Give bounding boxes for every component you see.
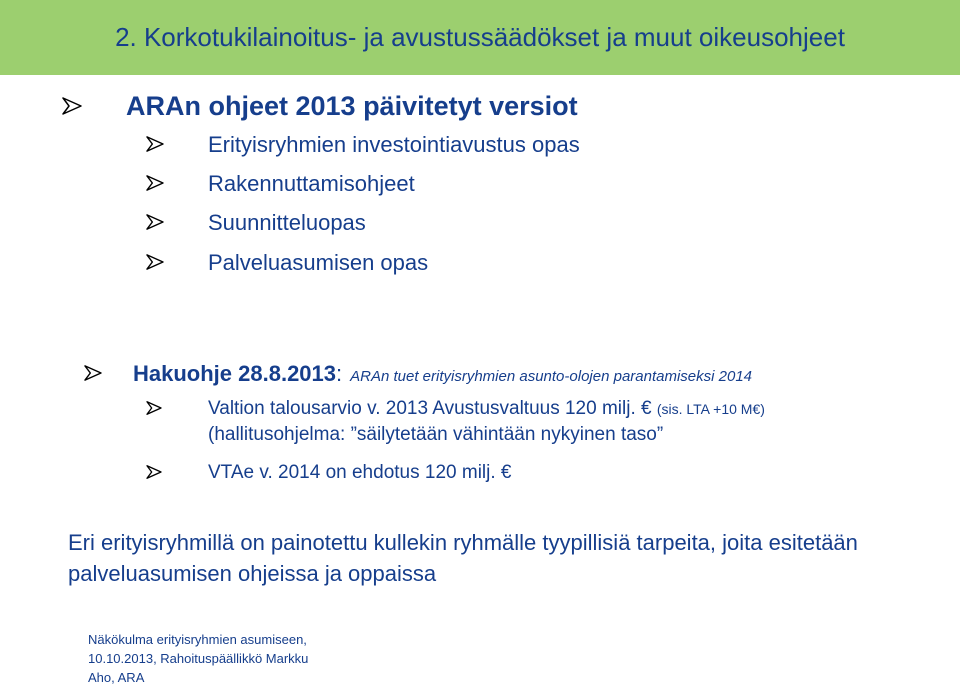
arrow-bullet-icon [146, 214, 168, 232]
budget-line-2: (hallitusohjelma: ”säilytetään vähintään nykyinen taso” [208, 424, 664, 445]
title-bar [0, 0, 960, 75]
arrow-bullet-icon [146, 136, 168, 154]
ohje-item: Suunnitteluopas [208, 210, 366, 235]
hakuohje-separator: : [336, 361, 343, 386]
hakuohje-line [133, 360, 752, 391]
list-item [146, 170, 415, 198]
ohje-item: Palveluasumisen opas [208, 250, 429, 275]
ohjeet-heading: ARAn ohjeet 2013 päivitetyt versiot [126, 91, 578, 121]
arrow-bullet-icon [146, 401, 168, 419]
bullet-hakuohje [84, 360, 752, 391]
lead-text: Eri erityisryhmillä on painotettu kullekin ryhmälle tyypillisiä tarpeita, joita esitetään palveluasumisen ohjeissa ja oppaissa [68, 530, 858, 586]
budget-note: (sis. LTA +10 M€) [656, 401, 765, 417]
ohje-item: Erityisryhmien investointiavustus opas [208, 132, 580, 157]
arrow-bullet-icon [62, 97, 84, 115]
bullet-ohjeet-heading [62, 90, 578, 122]
footer-text: Näkökulma erityisryhmien asumiseen, 10.10.2013, Rahoituspäällikkö Markku Aho, ARA [88, 632, 309, 685]
ohje-item: Rakennuttamisohjeet [208, 171, 415, 196]
hakuohje-label: Hakuohje 28.8.2013 [133, 361, 337, 386]
list-item [146, 249, 428, 277]
arrow-bullet-icon [84, 365, 106, 383]
slide-title: 2. Korkotukilainoitus- ja avustussäädökset ja muut oikeusohjeet [115, 22, 845, 52]
list-item [146, 396, 948, 448]
vtae-line: VTAe v. 2014 on ehdotus 120 milj. € [208, 462, 512, 483]
hakuohje-description: ARAn tuet erityisryhmien asunto-olojen parantamiseksi 2014 [350, 368, 753, 385]
list-item [146, 131, 580, 159]
budget-line: Valtion talousarvio v. 2013 Avustusvaltuus 120 milj. € [208, 398, 652, 419]
arrow-bullet-icon [146, 465, 168, 483]
list-item [146, 460, 511, 486]
list-item [146, 209, 366, 237]
arrow-bullet-icon [146, 254, 168, 272]
arrow-bullet-icon [146, 175, 168, 193]
budget-text [208, 396, 948, 448]
